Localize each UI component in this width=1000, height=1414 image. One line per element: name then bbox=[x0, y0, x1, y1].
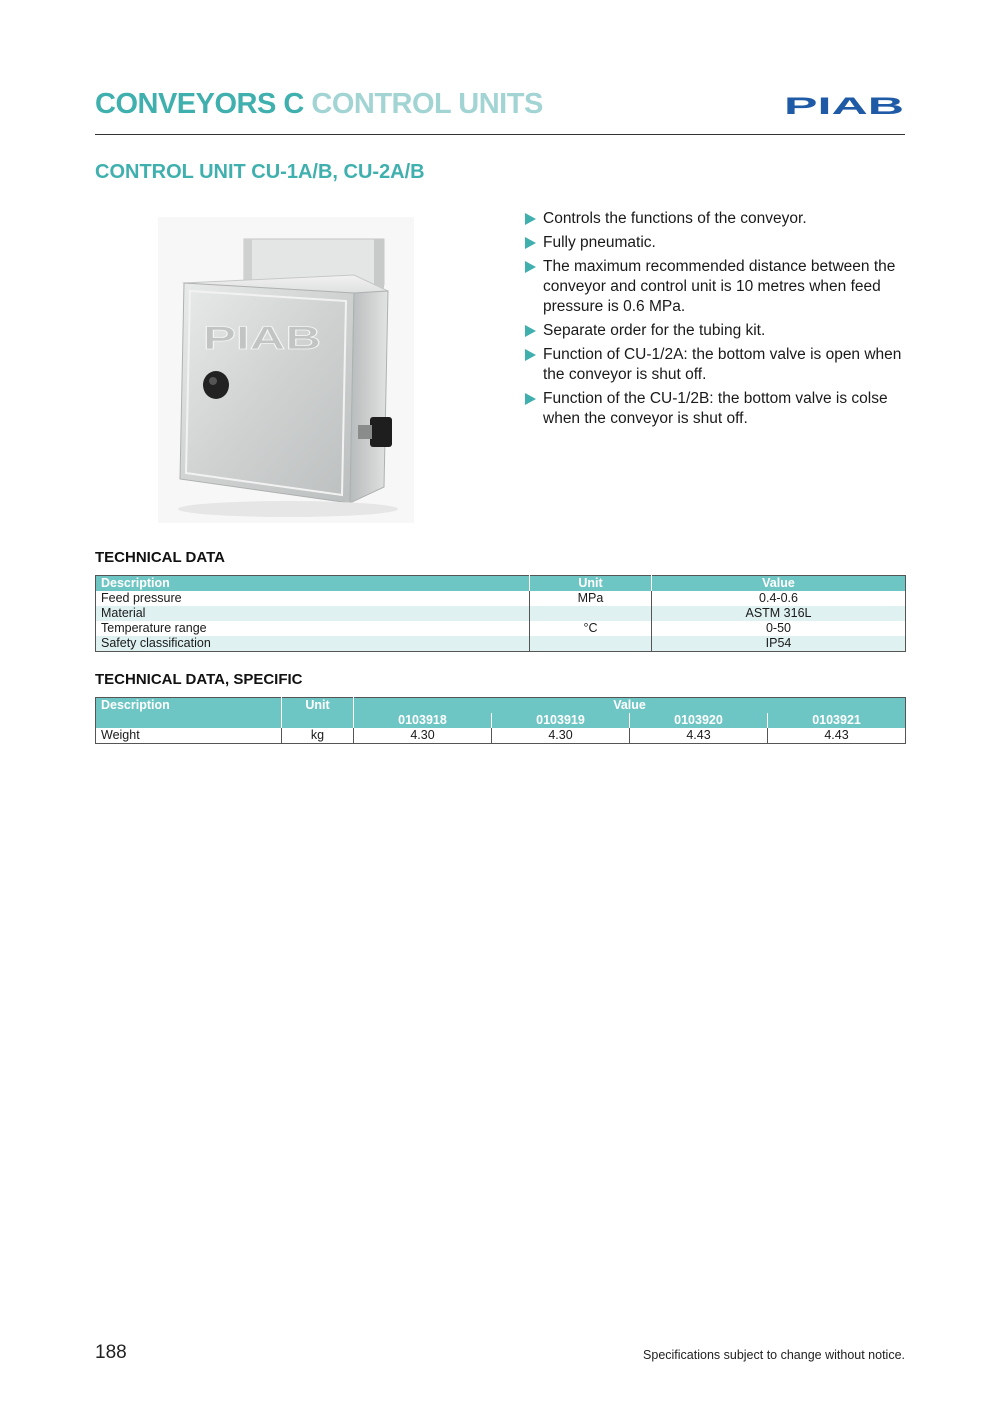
cell-unit bbox=[530, 606, 652, 621]
section-subtitle: CONTROL UNIT CU-1A/B, CU-2A/B bbox=[95, 161, 425, 183]
table-row bbox=[96, 636, 906, 652]
cell-unit: kg bbox=[282, 728, 354, 744]
cell-unit: °C bbox=[530, 621, 652, 636]
title-part-2: CONTROL UNITS bbox=[311, 88, 543, 120]
part-number-header: 0103919 bbox=[492, 713, 630, 728]
feature-item: Controls the functions of the conveyor. bbox=[524, 209, 909, 229]
technical-data-heading: TECHNICAL DATA bbox=[95, 549, 225, 566]
technical-data-specific-table bbox=[95, 697, 906, 744]
feature-list bbox=[524, 209, 909, 433]
footer-note: Specifications subject to change without notice. bbox=[643, 1348, 905, 1362]
cell-description: Safety classification bbox=[96, 636, 530, 652]
cell-unit: MPa bbox=[530, 591, 652, 606]
page-number: 188 bbox=[95, 1342, 127, 1363]
feature-item: Separate order for the tubing kit. bbox=[524, 321, 909, 341]
table-row bbox=[96, 621, 906, 636]
title-part-1: CONVEYORS C bbox=[95, 88, 304, 120]
piab-logo-text: PIAB bbox=[784, 96, 904, 116]
bullet-arrow-icon bbox=[525, 237, 536, 249]
cell-value: 4.43 bbox=[630, 728, 768, 744]
part-number-header: 0103918 bbox=[354, 713, 492, 728]
photo-logo-text: PIAB bbox=[203, 320, 321, 356]
cell-value: IP54 bbox=[652, 636, 906, 652]
piab-logo bbox=[783, 96, 905, 116]
col-header-unit: Unit bbox=[530, 576, 652, 592]
cell-value: 0-50 bbox=[652, 621, 906, 636]
cell-description: Temperature range bbox=[101, 621, 207, 635]
cell-description: Material bbox=[96, 606, 530, 621]
bullet-arrow-icon bbox=[525, 261, 536, 273]
feature-item: Function of CU-1/2A: the bottom valve is open when the conveyor is shut off. bbox=[524, 345, 909, 385]
col-header-description: Description bbox=[96, 576, 530, 592]
part-number-header: 0103921 bbox=[768, 713, 906, 728]
cell-value: 0.4-0.6 bbox=[652, 591, 906, 606]
col-header-value: Value bbox=[354, 698, 906, 714]
part-number-header: 0103920 bbox=[630, 713, 768, 728]
table-row bbox=[96, 591, 906, 606]
product-photo bbox=[158, 217, 414, 523]
cell-description: Feed pressure bbox=[101, 591, 182, 605]
cell-value: 4.43 bbox=[768, 728, 906, 744]
cell-value: 4.30 bbox=[354, 728, 492, 744]
bullet-arrow-icon bbox=[525, 213, 536, 225]
feature-item: The maximum recommended distance between the conveyor and control unit is 10 metres when feed pressure is 0.6 MPa. bbox=[524, 257, 909, 317]
table-header-row bbox=[96, 698, 906, 714]
bullet-arrow-icon bbox=[525, 349, 536, 361]
bullet-arrow-icon bbox=[525, 393, 536, 405]
table-row bbox=[96, 728, 906, 744]
col-header-description: Description bbox=[96, 698, 282, 729]
page-header bbox=[95, 86, 905, 135]
cell-value: ASTM 316L bbox=[652, 606, 906, 621]
bullet-arrow-icon bbox=[525, 325, 536, 337]
technical-data-specific-heading: TECHNICAL DATA, SPECIFIC bbox=[95, 671, 303, 688]
table-row bbox=[96, 606, 906, 621]
cell-description: Weight bbox=[101, 728, 140, 742]
cell-value: 4.30 bbox=[492, 728, 630, 744]
col-header-value: Value bbox=[652, 576, 906, 592]
feature-item: Fully pneumatic. bbox=[524, 233, 909, 253]
technical-data-table bbox=[95, 575, 906, 652]
col-header-unit: Unit bbox=[282, 698, 354, 729]
table-header-row bbox=[96, 576, 906, 592]
feature-item: Function of the CU-1/2B: the bottom valve is colse when the conveyor is shut off. bbox=[524, 389, 909, 429]
page-title bbox=[95, 88, 543, 121]
cell-unit bbox=[530, 636, 652, 652]
